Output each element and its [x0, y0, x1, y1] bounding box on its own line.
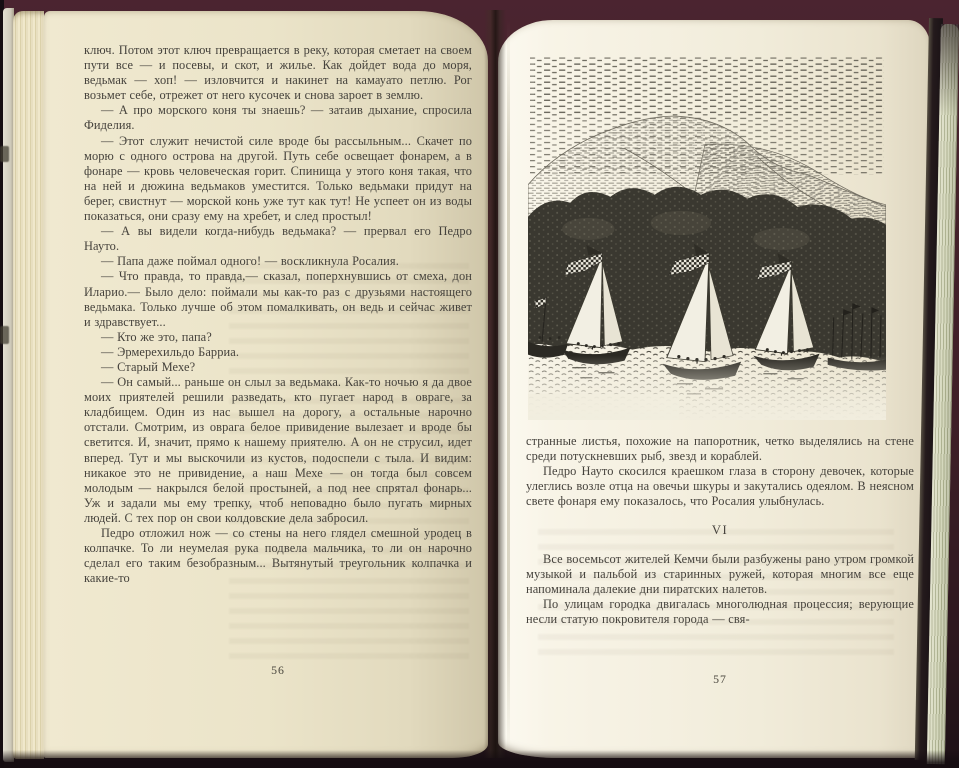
right-page-text [526, 434, 914, 627]
dialogue-paragraph: — А про морского коня ты знаешь? — затаив дыхание, спросила Фиделия. [84, 103, 472, 133]
dialogue-paragraph: — Что правда, то правда,— сказал, поперхнувшись от смеха, дон Иларио.— Было дело: поймали мы как-то раз с друзьями настоящего ведьмака. Только лучше об этом помалкивать, он ведь и сейчас живет и здравствует... [84, 269, 472, 329]
fore-edge-mark [0, 146, 9, 162]
left-page-text [84, 43, 472, 586]
paragraph: странные листья, похожие на папоротник, четко выделялись на стене среди потускневших рыб, звезд и кораблей. [526, 434, 914, 464]
dialogue-paragraph: — Этот служит нечистой силе вроде бы рассыльным... Скачет по морю с одного острова на другой. Путь себе освещает фонарем, а в фонаре — кровь человеческая горит. Спинища у этого коня такая, что на ней и дюжина ведьмаков уместится. Только ведьмаки придут на берег, свистнут — морской конь уже тут как тут! Не успеет он из воды показаться, они сразу ему на хребет, и след простыл! [84, 133, 472, 224]
page-number: 56 [271, 663, 285, 677]
dialogue-paragraph: — А вы видели когда-нибудь ведьмака? — прервал его Педро Науто. [84, 224, 472, 254]
fore-edge-mark [0, 326, 9, 344]
dialogue-paragraph: — Папа даже поймал одного! — воскликнула Росалия. [101, 254, 399, 269]
fore-edge-page-stack [13, 11, 44, 759]
right-page [498, 20, 930, 758]
bottom-shadow [0, 750, 959, 768]
dialogue-paragraph: — Эрмерехильдо Барриа. [101, 344, 240, 359]
paragraph: По улицам городка двигалась многолюдная процессия; верующие несли статую покровителя города — свя- [526, 596, 914, 626]
section-heading: VI [711, 523, 729, 538]
left-page [44, 11, 488, 758]
spine-crease [507, 20, 510, 758]
paragraph: Все восемьсот жителей Кемчи были разбужены рано утром громкой музыкой и пальбой из старинных ружей, которая многим все еще напоминала далекие дни пиратских налетов. [526, 551, 914, 596]
paragraph: Педро Науто скосился краешком глаза в сторону девочек, которые улеглись возле отца на овечьи шкуры и закутались одеялом. В неясном свете фонаря ему показалось, что Росалия улыбнулась. [526, 464, 914, 509]
paragraph: ключ. Потом этот ключ превращается в реку, которая сметает на своем пути все — и посевы, и скот, и жилье. Как дойдет вода до моря, ведьмак — хоп! — изловчится и накинет на камауато петлю. Рог возьмет себе, отрежет от него кусочек и снова зароет в землю. [84, 43, 472, 103]
paragraph: Педро отложил нож — со стены на него глядел смешной уродец в колпачке. То ли неумелая рука подвела мальчика, то ли он нарочно сделал его таким безобразным... Вытянутый треугольник колпачка и какие-то [84, 526, 472, 586]
boats-engraving-illustration [528, 56, 886, 420]
dialogue-paragraph: — Кто же это, папа? [101, 329, 212, 344]
dialogue-paragraph: — Он самый... раньше он слыл за ведьмака. Как-то ночью я да двое моих приятелей решили разведать, кто пугает народ в овраге, за кладбищем. Один из нас вышел на дорогу, а остальные нарочно отстали. Смотрим, из оврага белое привидение вылезает и вроде бы светится. И, значит, прямо к нашему приятелю. А он не струсил, идет вперед. Тут и мы выскочили из кустов, подоспели с тыла. И видим: никакое это не привидение, а наш Мехе — он тогда был совсем молодым — накрылся белой простыней, а под нее спрятал фонарь... Уж и задали мы ему трепку, чтоб неповадно было пугать мирных людей. С тех пор он свои колдовские дела забросил. [84, 375, 472, 525]
page-number: 57 [713, 672, 727, 686]
dialogue-paragraph: — Старый Мехе? [101, 359, 196, 374]
spine-gutter-shadow [484, 10, 506, 758]
